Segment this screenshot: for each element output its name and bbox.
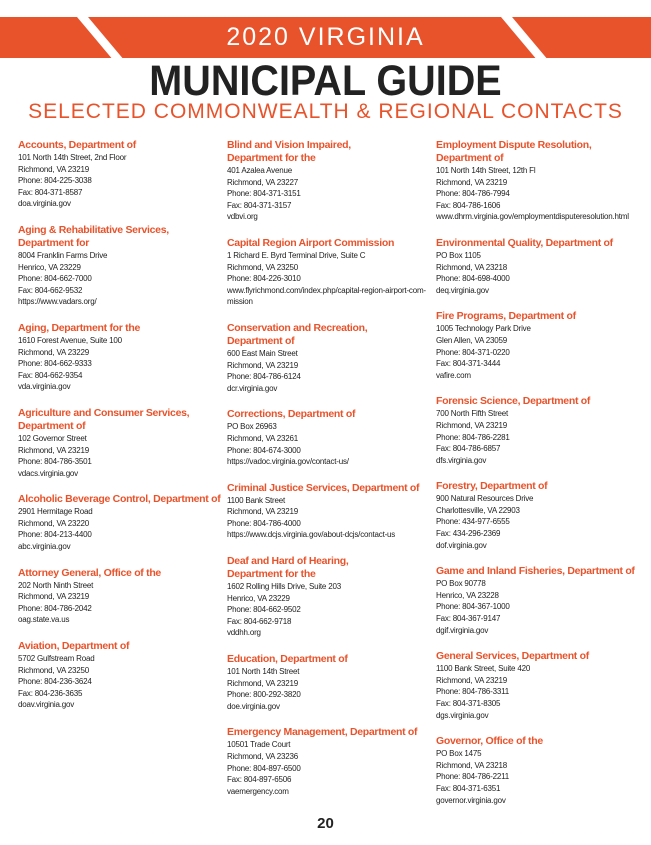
contact-department-name: Department for — [18, 236, 90, 249]
contact-phone: Phone: 804-213-4400 — [18, 530, 92, 540]
contact-entry — [18, 224, 223, 308]
contact-department-name: Department for the — [227, 568, 316, 581]
contact-detail-line: Richmond, VA 23219 — [227, 678, 298, 688]
contact-website-link[interactable]: doe.virginia.gov — [227, 701, 280, 711]
contact-phone: Phone: 804-662-9502 — [227, 605, 301, 615]
contact-fax: Fax: 804-786-6857 — [436, 444, 501, 454]
contact-phone: Phone: 804-662-9333 — [18, 359, 92, 369]
contact-detail-line: 1005 Technology Park Drive — [436, 324, 531, 334]
contacts-columns — [18, 139, 648, 814]
contact-phone: Phone: 804-236-3624 — [18, 677, 92, 687]
contact-entry — [227, 139, 432, 223]
contact-entry — [227, 237, 432, 308]
contact-detail-line: PO Box 1475 — [436, 749, 482, 759]
contact-fax: Fax: 804-371-6351 — [436, 783, 501, 793]
contact-department-name: Department of — [18, 419, 86, 432]
contact-detail-line: Richmond, VA 23220 — [18, 518, 89, 528]
contact-department-name: Department for the — [227, 152, 316, 164]
contact-department-name: Game and Inland Fisheries, Department of — [436, 565, 635, 578]
contact-detail-line: 1100 Bank Street — [227, 495, 286, 505]
contact-phone: Phone: 804-226-3010 — [227, 274, 301, 284]
page-title: MUNICIPAL GUIDE — [149, 57, 502, 105]
contact-phone: Phone: 804-897-6500 — [227, 763, 301, 773]
contact-website-link[interactable]: vddhh.org — [227, 628, 261, 638]
contact-fax: Fax: 804-786-1606 — [436, 200, 501, 210]
contact-phone: Phone: 804-786-2042 — [18, 603, 92, 613]
contact-detail-line: Richmond, VA 23219 — [436, 177, 507, 187]
contact-detail-line: PO Box 90778 — [436, 579, 486, 589]
contact-detail-line: Richmond, VA 23229 — [18, 347, 89, 357]
contact-fax: Fax: 804-662-9532 — [18, 285, 83, 295]
contact-phone: Phone: 804-371-0220 — [436, 347, 510, 357]
contact-fax: Fax: 804-367-9147 — [436, 614, 501, 624]
contact-detail-line: 1100 Bank Street, Suite 420 — [436, 664, 531, 674]
contact-department-name: Deaf and Hard of Hearing, — [227, 555, 349, 568]
contact-website-link[interactable]: doav.virginia.gov — [18, 700, 75, 710]
contact-fax: Fax: 804-371-8305 — [436, 699, 501, 708]
contact-website-link[interactable]: vafire.com — [436, 370, 471, 380]
contacts-column-1 — [18, 139, 223, 725]
contact-department-name: Corrections, Department of — [227, 408, 356, 421]
contact-department-name: Attorney General, Office of the — [18, 566, 161, 579]
contact-entry — [227, 322, 432, 394]
contact-detail-line: 1 Richard E. Byrd Terminal Drive, Suite C — [227, 250, 366, 260]
contact-entry — [436, 650, 641, 721]
contact-website-link[interactable]: dcr.virginia.gov — [227, 383, 278, 393]
contact-detail-line: Charlottesville, VA 22903 — [436, 505, 520, 515]
contact-detail-line: Henrico, VA 23228 — [436, 590, 499, 600]
contact-phone: Phone: 804-786-2281 — [436, 432, 510, 442]
contact-entry — [436, 139, 641, 223]
contact-fax: Fax: 804-371-8587 — [18, 187, 83, 197]
contact-website-link[interactable]: vda.virginia.gov — [18, 382, 71, 392]
contact-phone: Phone: 804-698-4000 — [436, 274, 510, 284]
contact-detail-line: 101 North 14th Street, 2nd Floor — [18, 153, 127, 162]
contact-detail-line: 2901 Hermitage Road — [18, 507, 93, 517]
contact-detail-line: Richmond, VA 23219 — [436, 420, 507, 430]
contact-detail-line: Richmond, VA 23218 — [436, 262, 507, 272]
contact-detail-line: 1602 Rolling Hills Drive, Suite 203 — [227, 582, 341, 592]
contact-phone: Phone: 804-786-6124 — [227, 372, 301, 382]
contact-website-link[interactable]: dof.virginia.gov — [436, 540, 487, 550]
contact-detail-line: Glen Allen, VA 23059 — [436, 335, 508, 345]
contact-department-name: Emergency Management, Department of — [227, 726, 418, 739]
banner-text: 2020 VIRGINIA — [226, 23, 425, 51]
contact-detail-line: Richmond, VA 23261 — [227, 433, 298, 443]
contact-entry — [18, 322, 223, 393]
contact-detail-line: Richmond, VA 23218 — [436, 760, 507, 770]
contact-detail-line: 5702 Gulfstream Road — [18, 654, 95, 664]
contact-website-link[interactable]: abc.virginia.gov — [18, 542, 71, 552]
contact-department-name: Aging & Rehabilitative Services, — [18, 223, 169, 236]
contact-department-name: Environmental Quality, Department of — [436, 236, 613, 249]
contact-fax: Fax: 804-662-9718 — [227, 616, 292, 626]
contact-detail-line: Richmond, VA 23250 — [227, 262, 298, 272]
contact-fax: Fax: 804-897-6506 — [227, 775, 292, 785]
contact-website-link[interactable]: dgif.virginia.gov — [436, 625, 489, 635]
contact-phone: Phone: 804-786-4000 — [227, 518, 301, 528]
contact-department-name: Capital Region Airport Commission — [227, 236, 395, 249]
contact-phone: Phone: 804-225-3038 — [18, 176, 92, 186]
contact-detail-line: 10501 Trade Court — [227, 740, 291, 750]
contact-detail-line: 102 Governor Street — [18, 433, 87, 443]
contact-detail-line: 600 East Main Street — [227, 348, 298, 358]
contact-detail-line: 8004 Franklin Farms Drive — [18, 250, 108, 260]
contact-detail-line: 401 Azalea Avenue — [227, 166, 292, 175]
contact-entry — [436, 565, 641, 636]
contact-phone: Phone: 804-662-7000 — [18, 274, 92, 284]
contact-department-name: Aviation, Department of — [18, 640, 130, 653]
contact-entry — [18, 493, 223, 552]
contact-entry — [227, 482, 432, 541]
contact-fax: Fax: 804-371-3444 — [436, 359, 501, 369]
contact-detail-line: Richmond, VA 23219 — [18, 445, 89, 455]
contact-entry — [436, 480, 641, 551]
contact-detail-line: Richmond, VA 23219 — [227, 507, 298, 517]
contact-fax: Fax: 434-296-2369 — [436, 529, 501, 539]
contact-detail-line: 900 Natural Resources Drive — [436, 494, 534, 504]
contact-website-link[interactable]: https://vadoc.virginia.gov/contact-us/ — [227, 457, 349, 467]
contact-website-link[interactable]: dgs.virginia.gov — [436, 710, 489, 720]
contact-entry — [436, 310, 641, 381]
contact-website-link[interactable]: vdacs.virginia.gov — [18, 468, 78, 478]
contact-department-name: Conservation and Recreation, — [227, 321, 368, 334]
contact-website-link[interactable]: oag.state.va.us — [18, 615, 70, 625]
contact-phone: Phone: 804-367-1000 — [436, 602, 510, 612]
contact-website-link[interactable]: https://www.dcjs.virginia.gov/about-dcjs/contact-us — [227, 530, 396, 540]
contact-detail-line: Richmond, VA 23236 — [227, 752, 298, 761]
contact-entry — [227, 653, 432, 712]
contact-department-name: General Services, Department of — [436, 650, 589, 663]
header-banner — [0, 17, 651, 58]
contact-detail-line: PO Box 1105 — [436, 250, 481, 260]
contact-detail-line: Henrico, VA 23229 — [227, 593, 290, 603]
page-number: 20 — [317, 815, 334, 832]
contact-detail-line: Richmond, VA 23219 — [436, 675, 507, 685]
contact-entry — [227, 555, 432, 639]
contacts-column-3 — [436, 139, 641, 820]
contact-detail-line: mission — [227, 297, 253, 307]
contact-fax: Fax: 804-236-3635 — [18, 688, 83, 698]
contact-detail-line: Richmond, VA 23227 — [227, 177, 298, 187]
contact-department-name: Department of — [436, 152, 504, 164]
contact-detail-line: 202 North Ninth Street — [18, 580, 94, 590]
contact-department-name: Forestry, Department of — [436, 480, 548, 493]
contact-phone: Phone: 804-786-2211 — [436, 772, 510, 782]
contact-fax: Fax: 804-371-3157 — [227, 200, 292, 210]
contact-fax: Fax: 804-662-9354 — [18, 370, 83, 380]
contact-department-name: Alcoholic Beverage Control, Department of — [18, 493, 221, 506]
contact-detail-line: 101 North 14th Street, 12th Fl — [436, 166, 536, 175]
contact-website-link[interactable]: deq.virginia.gov — [436, 285, 489, 295]
contacts-column-2 — [227, 139, 432, 811]
contact-entry — [18, 139, 223, 210]
contact-phone: Phone: 804-786-3311 — [436, 687, 510, 697]
contact-entry — [18, 567, 223, 626]
contact-detail-line: 700 North Fifth Street — [436, 409, 509, 419]
contact-detail-line: Richmond, VA 23219 — [18, 164, 89, 174]
contact-department-name: Criminal Justice Services, Department of — [227, 481, 420, 494]
page-subtitle: SELECTED COMMONWEALTH & REGIONAL CONTACTS — [28, 100, 623, 123]
contact-detail-line: www.flyrichmond.com/index.php/capital-region-airport-com- — [227, 285, 426, 295]
contact-detail-line: Richmond, VA 23219 — [227, 360, 298, 370]
contact-phone: Phone: 434-977-6555 — [436, 517, 510, 527]
contact-detail-line: 1610 Forest Avenue, Suite 100 — [18, 335, 122, 345]
contact-department-name: Agriculture and Consumer Services, — [18, 406, 190, 419]
contact-website-link[interactable]: vdbvi.org — [227, 212, 258, 222]
contact-phone: Phone: 804-786-7994 — [436, 189, 510, 199]
contact-department-name: Fire Programs, Department of — [436, 310, 576, 323]
contact-entry — [18, 640, 223, 711]
contact-phone: Phone: 804-786-3501 — [18, 457, 92, 467]
contact-entry — [436, 395, 641, 466]
contact-entry — [227, 408, 432, 467]
contact-department-name: Governor, Office of the — [436, 735, 543, 748]
contact-website-link[interactable]: doa.virginia.gov — [18, 199, 71, 209]
contact-detail-line: Henrico, VA 23229 — [18, 262, 81, 272]
contact-department-name: Blind and Vision Impaired, — [227, 139, 351, 151]
contact-entry — [436, 237, 641, 296]
contact-detail-line: 101 North 14th Street — [227, 667, 300, 677]
contact-entry — [18, 407, 223, 479]
contact-website-link[interactable]: https://www.vadars.org/ — [18, 297, 97, 307]
contact-entry — [436, 735, 641, 806]
contact-department-name: Department of — [227, 334, 295, 347]
contact-entry — [227, 726, 432, 797]
contact-website-link[interactable]: governor.virginia.gov — [436, 795, 506, 805]
contact-detail-line: Richmond, VA 23219 — [18, 592, 89, 602]
contact-website-link[interactable]: vaemergency.com — [227, 786, 289, 796]
contact-department-name: Aging, Department for the — [18, 321, 141, 334]
contact-detail-line: Richmond, VA 23250 — [18, 665, 89, 675]
contact-phone: Phone: 804-371-3151 — [227, 189, 301, 199]
contact-phone: Phone: 804-674-3000 — [227, 445, 301, 455]
contact-website-link[interactable]: dfs.virginia.gov — [436, 455, 487, 465]
contact-department-name: Education, Department of — [227, 653, 348, 666]
contact-website-link[interactable]: www.dhrm.virginia.gov/employmentdisputeresolution.html — [436, 212, 629, 222]
contact-department-name: Accounts, Department of — [18, 139, 136, 151]
contact-department-name: Forensic Science, Department of — [436, 395, 591, 408]
contact-phone: Phone: 800-292-3820 — [227, 690, 301, 700]
contact-detail-line: PO Box 26963 — [227, 422, 277, 432]
contact-department-name: Employment Dispute Resolution, — [436, 139, 592, 151]
